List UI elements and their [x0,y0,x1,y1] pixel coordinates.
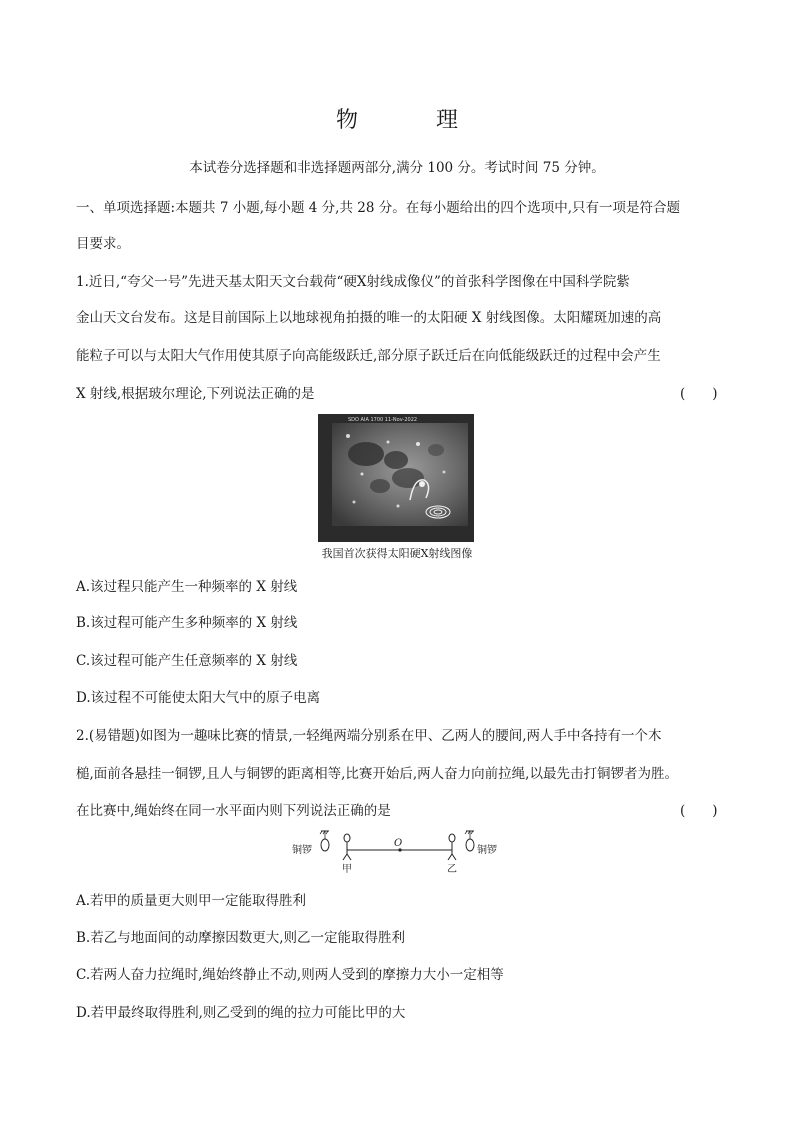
q1-option-c: C.该过程可能产生任意频率的 X 射线 [76,653,298,669]
section-heading-line1: 一、单项选择题:本题共 7 小题,每小题 4 分,共 28 分。在每小题给出的四个选项中,只有一项是符合题 [76,200,681,216]
q1-answer-bracket: ( ) [680,386,718,402]
center-point-label: O [394,838,403,849]
exam-intro: 本试卷分选择题和非选择题两部分,满分 100 分。考试时间 75 分钟。 [189,160,605,176]
q1-stem-line3: 能粒子可以与太阳大气作用使其原子向高能级跃迁,部分原子跃迁后在向低能级跃迁的过程中会产生 [76,348,661,364]
q1-stem-line4: X 射线,根据玻尔理论,下列说法正确的是 [76,386,315,402]
q2-option-b: B.若乙与地面间的动摩擦因数更大,则乙一定能取得胜利 [76,930,406,946]
page-title: 物 理 [335,108,486,133]
q2-option-c: C.若两人奋力拉绳时,绳始终静止不动,则两人受到的摩擦力大小一定相等 [76,967,504,983]
q1-option-a: A.该过程只能产生一种频率的 X 射线 [76,579,298,595]
figure1-header: SDO AIA 1700 11-Nov-2022 [348,417,418,423]
q2-stem-line1: 2.(易错题)如图为一趣味比赛的情景,一轻绳两端分别系在甲、乙两人的腰间,两人手中各持有一个木 [76,728,662,744]
q1-option-b: B.该过程可能产生多种频率的 X 射线 [76,615,298,631]
section-heading-line2: 目要求。 [76,236,130,252]
q2-option-d: D.若甲最终取得胜利,则乙受到的绳的拉力可能比甲的大 [76,1005,406,1021]
q1-option-d: D.该过程不可能使太阳大气中的原子电离 [76,690,321,706]
q1-stem-line1: 1.近日,“夸父一号”先进天基太阳天文台载荷“硬X射线成像仪”的首张科学图像在中国科学院紫 [76,274,630,290]
person-left-label: 甲 [342,864,352,875]
q2-stem-line3: 在比赛中,绳始终在同一水平面内则下列说法正确的是 [76,803,391,819]
q2-option-a: A.若甲的质量更大则甲一定能取得胜利 [76,893,307,909]
left-gong-label: 铜锣 [292,845,312,856]
right-gong-icon [466,839,474,851]
q2-stem-line2: 槌,面前各悬挂一铜锣,且人与铜锣的距离相等,比赛开始后,两人奋力向前拉绳,以最先击打铜锣者为胜。 [76,766,678,782]
solar-xray-image [318,414,474,542]
tug-of-war-diagram [286,826,506,876]
q1-stem-line2: 金山天文台发布。这是目前国际上以地球视角拍摄的唯一的太阳硬 X 射线图像。太阳耀斑加速的高 [76,310,662,326]
figure1-caption: 我国首次获得太阳硬X射线图像 [321,547,473,560]
left-gong-icon [321,839,329,851]
person-right-label: 乙 [447,864,457,875]
right-gong-label: 铜锣 [477,845,497,856]
q2-answer-bracket: ( ) [680,803,718,819]
